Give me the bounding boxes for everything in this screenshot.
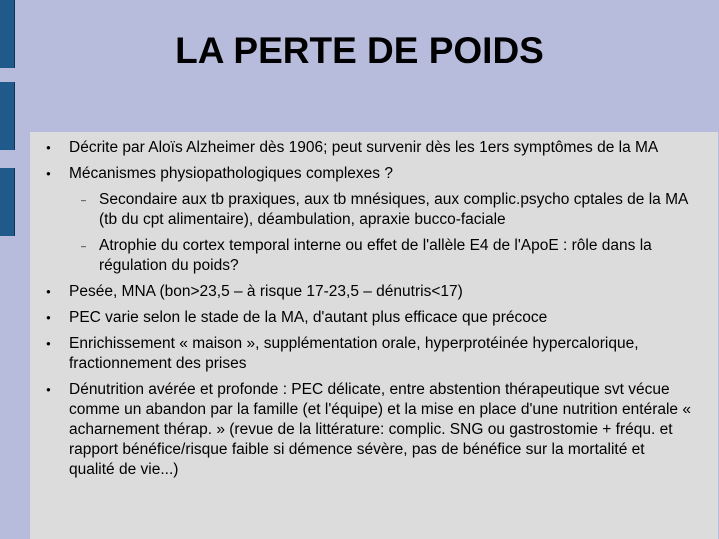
bullet-text: Mécanismes physiopathologiques complexes ? bbox=[69, 165, 393, 182]
bullet-item: ● PEC varie selon le stade de la MA, d'autant plus efficace que précoce bbox=[44, 308, 692, 328]
sub-bullet-item: – Secondaire aux tb praxiques, aux tb mnésiques, aux complic.psycho cptales de la MA (tb du cpt alimentaire), déambulation, apraxie bucco-faciale bbox=[69, 190, 692, 230]
slide-title: LA PERTE DE POIDS bbox=[175, 30, 544, 71]
bullet-item: ● Enrichissement « maison », supplémentation orale, hyperprotéinée hypercalorique, fractionnement des prises bbox=[44, 334, 692, 374]
content-box bbox=[30, 132, 718, 539]
side-bar-3 bbox=[0, 168, 15, 236]
side-bar-2 bbox=[0, 82, 15, 150]
bullet-list bbox=[44, 138, 692, 480]
sub-bullet-item: – Atrophie du cortex temporal interne ou effet de l'allèle E4 de l'ApoE : rôle dans la régulation du poids? bbox=[69, 236, 692, 276]
bullet-item: ● Dénutrition avérée et profonde : PEC délicate, entre abstention thérapeutique svt vécue comme un abandon par la famille (et l'équipe) et la mise en place d'une nutrition entérale « acharnement thérap. » (revue de la littérature: complic. SNG ou gastrostomie + fréqu. et rapport bénéfice/risque faible si démence sévère, pas de bénéfice sur la mortalité et qualité de vie...) bbox=[44, 380, 692, 480]
bullet-item: ● Décrite par Aloïs Alzheimer dès 1906; peut survenir dès les 1ers symptômes de la MA bbox=[44, 138, 692, 158]
bullet-item bbox=[44, 164, 692, 276]
bullet-item: ● Pesée, MNA (bon>23,5 – à risque 17-23,5 – dénutris<17) bbox=[44, 282, 692, 302]
sub-bullet-list bbox=[69, 190, 692, 276]
